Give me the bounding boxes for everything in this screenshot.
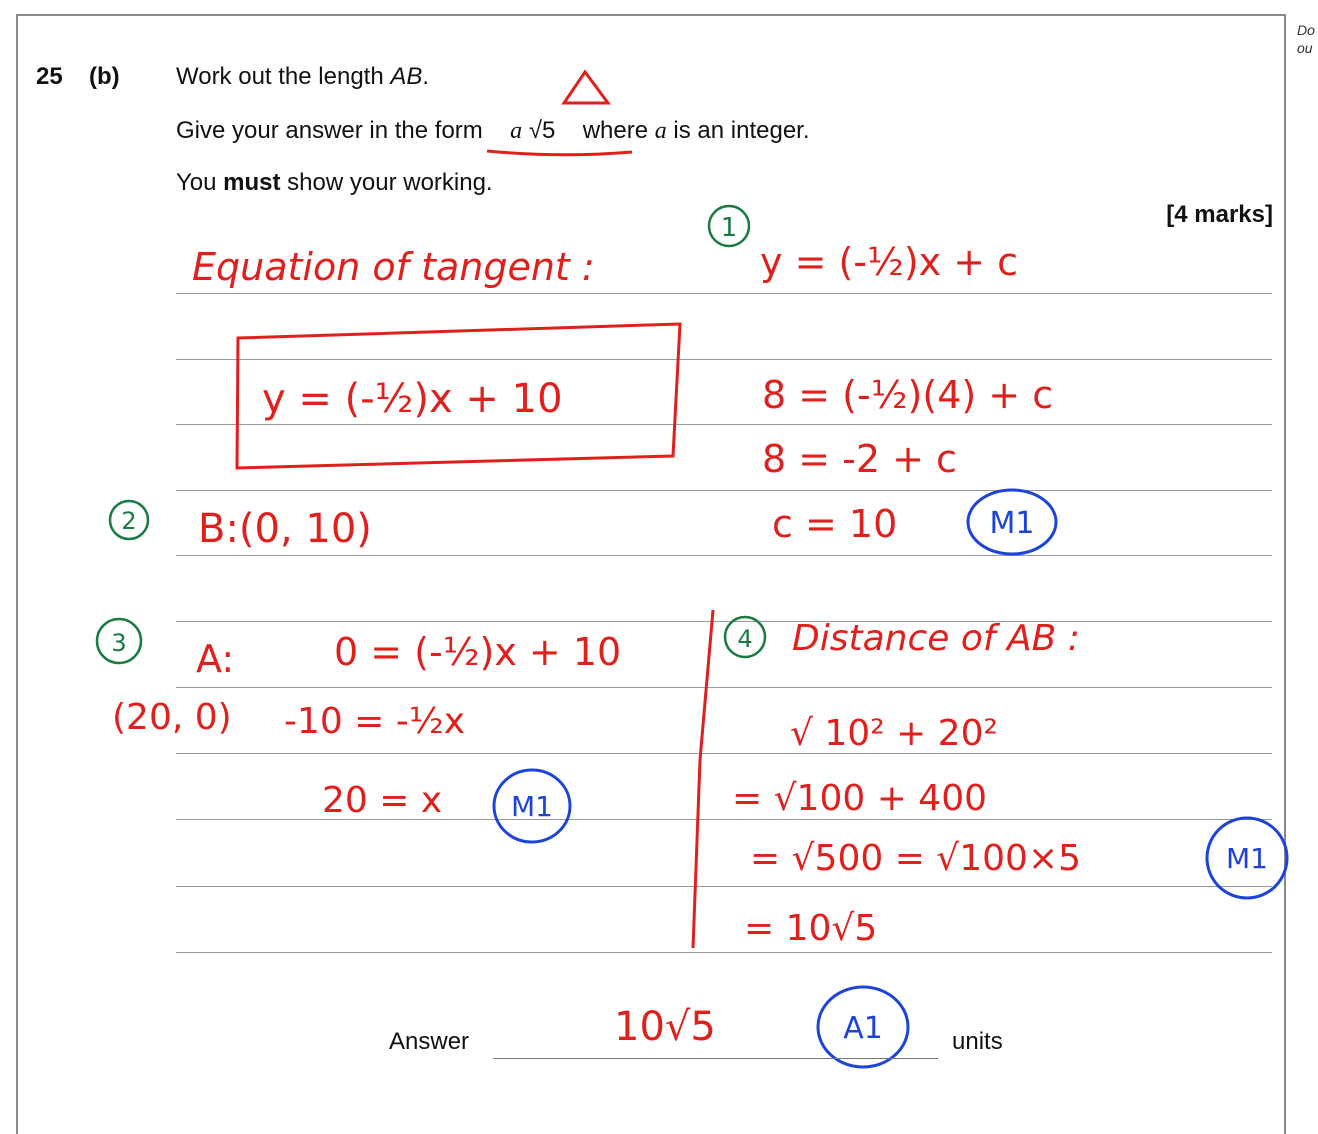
point-b: B:(0, 10) — [198, 506, 372, 552]
distance-line-1: √ 10² + 20² — [790, 713, 998, 754]
substitution-2: 8 = -2 + c — [762, 437, 957, 481]
a-point: (20, 0) — [112, 697, 232, 738]
step-number: 3 — [111, 629, 127, 657]
substitution-1: 8 = (-½)(4) + c — [762, 373, 1054, 417]
marks-available: [4 marks] — [1166, 201, 1273, 228]
form-a: a — [510, 118, 523, 144]
distance-line-2: = √100 + 400 — [732, 778, 988, 819]
a-equation-3: 20 = x — [322, 780, 443, 821]
mark-m1: M1 — [989, 506, 1035, 541]
var-a: a — [654, 118, 667, 144]
tangent-label: Equation of tangent : — [192, 245, 595, 289]
answer-input-line[interactable] — [493, 1058, 938, 1059]
distance-line-4: = 10√5 — [744, 908, 878, 949]
instruction-text: where — [582, 117, 649, 144]
instruction-text: You — [176, 169, 224, 196]
instruction-text: is an integer. — [673, 117, 810, 144]
step-number: 2 — [121, 507, 137, 535]
tangent-equation: y = (-½)x + c — [760, 240, 1019, 284]
margin-note-line1: Do — [1297, 22, 1315, 38]
step-number: 1 — [720, 213, 738, 243]
triangle-annotation — [564, 72, 608, 103]
mark-m1: M1 — [511, 790, 553, 823]
question-part: (b) — [89, 63, 120, 90]
emphasis-must: must — [223, 169, 281, 196]
answer-value: 10√5 — [614, 1004, 716, 1050]
form-underline — [487, 151, 632, 155]
instruction-text: show your working. — [280, 169, 493, 196]
a-equation-2: -10 = -½x — [284, 701, 466, 742]
distance-line-3: = √500 = √100×5 — [750, 838, 1082, 879]
mark-m1: M1 — [1226, 842, 1268, 875]
var-ab: AB — [390, 63, 423, 90]
form-root: √5 — [528, 117, 556, 144]
instruction-text: . — [422, 63, 430, 90]
instruction-text: Work out the length — [176, 63, 391, 90]
margin-note-line2: ou — [1297, 40, 1313, 56]
point-a-label: A: — [196, 637, 235, 681]
distance-label: Distance of AB : — [792, 618, 1080, 659]
working-divider — [693, 610, 713, 948]
boxed-equation: y = (-½)x + 10 — [262, 376, 563, 422]
mark-a1: A1 — [843, 1011, 883, 1046]
answer-units: units — [952, 1028, 1003, 1055]
answer-label: Answer — [389, 1028, 470, 1055]
instruction-text: Give your answer in the form — [176, 117, 483, 144]
a-equation-1: 0 = (-½)x + 10 — [334, 630, 622, 674]
step-number: 4 — [737, 625, 753, 653]
question-number: 25 — [36, 63, 63, 90]
substitution-3: c = 10 — [772, 502, 898, 546]
